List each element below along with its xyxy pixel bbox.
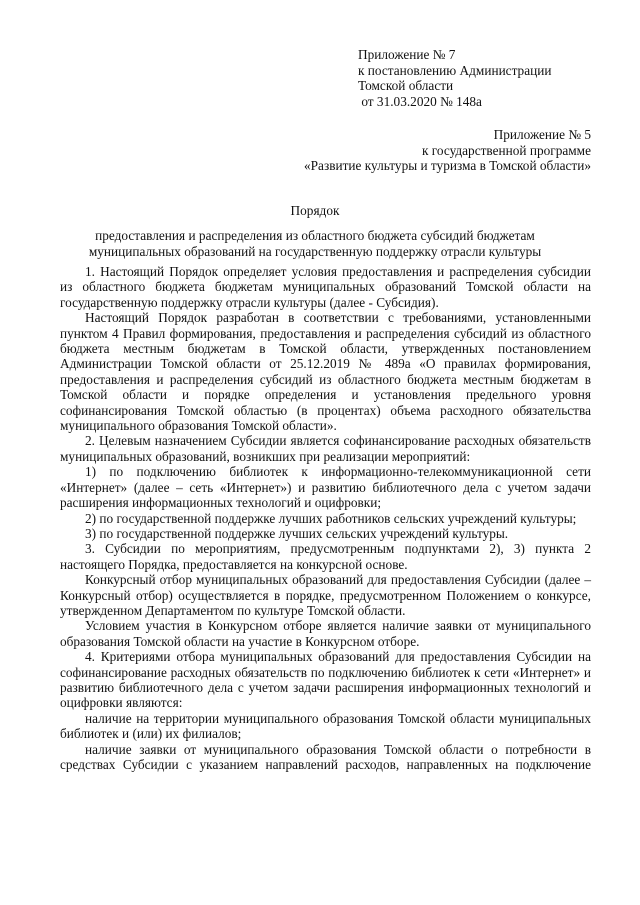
document-heading: Порядок: [290, 203, 340, 218]
paragraph: Условием участия в Конкурсном отборе является наличие заявки от муниципального образования Томской области на участие в Конкурсном отборе.: [60, 618, 591, 649]
paragraph: 4. Критериями отбора муниципальных образований для предоставления Субсидии на софинансирование расходных обязательств по подключению библиотек к сети «Интернет» и развитию библиотечного дела с учетом задачи расширения информационных технологий и оцифровки являются:: [60, 649, 591, 711]
paragraph: 2) по государственной поддержке лучших работников сельских учреждений культуры;: [85, 510, 577, 526]
paragraph: Конкурсный отбор муниципальных образований для предоставления Субсидии (далее – Конкурсный отбор) осуществляется в порядке, предусмотренном Положением о конкурсе, утвержденном Департаментом по культуре Томской области.: [60, 572, 591, 618]
paragraph: наличие заявки от муниципального образования Томской области о потребности в средствах Субсидии с указанием направлений расходов, направленных на подключение: [60, 741, 591, 772]
paragraph: 1) по подключению библиотек к информационно-телекоммуникационной сети «Интернет» (далее – сеть «Интернет») и развитию библиотечного дела с учетом задачи расширения информационных технологий и оцифровки;: [60, 464, 591, 511]
document-body: [60, 264, 591, 772]
document-subtitle-line-1: предоставления и распределения из областного бюджета субсидий бюджетам: [95, 228, 535, 243]
paragraph: 3. Субсидии по мероприятиям, предусмотренным подпунктами 2), 3) пункта 2 настоящего Порядка, предоставляется на конкурсной основе.: [60, 541, 591, 572]
appendix-5-line: Приложение № 5: [493, 127, 591, 142]
appendix-7-line: от 31.03.2020 № 148а: [358, 93, 482, 109]
paragraph: 2. Целевым назначением Субсидии является софинансирование расходных обязательств муниципальных образований, возникших при реализации мероприятий:: [60, 433, 591, 464]
appendix-7-line: Томской области: [358, 78, 454, 93]
paragraph: 1. Настоящий Порядок определяет условия предоставления и распределения субсидии из областного бюджета бюджетам муниципальных образований Томской области на государственную поддержку отрасли культуры (далее - Субсидия).: [60, 264, 591, 310]
appendix-7-line: Приложение № 7: [358, 47, 456, 62]
appendix-5-header: [286, 127, 591, 174]
paragraph: 3) по государственной поддержке лучших сельских учреждений культуры.: [85, 525, 509, 541]
appendix-5-line: «Развитие культуры и туризма в Томской области»: [304, 158, 591, 173]
paragraph: наличие на территории муниципального образования Томской области муниципальных библиотек и (или) их филиалов;: [60, 710, 591, 742]
appendix-7-line: к постановлению Администрации: [358, 62, 552, 78]
document-subtitle-line-2: муниципальных образований на государственную поддержку отрасли культуры: [88, 244, 542, 259]
document-title-block: [40, 203, 590, 260]
paragraph: Настоящий Порядок разработан в соответствии с требованиями, установленными пунктом 4 Правил формирования, предоставления и распределения субсидий из областного бюджета местным бюджетам в Томской области, утвержденных постановлением Администрации Томской области от 25.12.2019 № 489а «О правилах формирования, предоставления и распределения субсидий из областного бюджета местным бюджетам в Томской области и порядке определения и установления предельного уровня софинансирования Томской областью (в процентах) объема расходного обязательства муниципального образования Томской области».: [60, 310, 591, 434]
appendix-7-header: [358, 47, 551, 109]
appendix-5-line: к государственной программе: [421, 142, 591, 158]
